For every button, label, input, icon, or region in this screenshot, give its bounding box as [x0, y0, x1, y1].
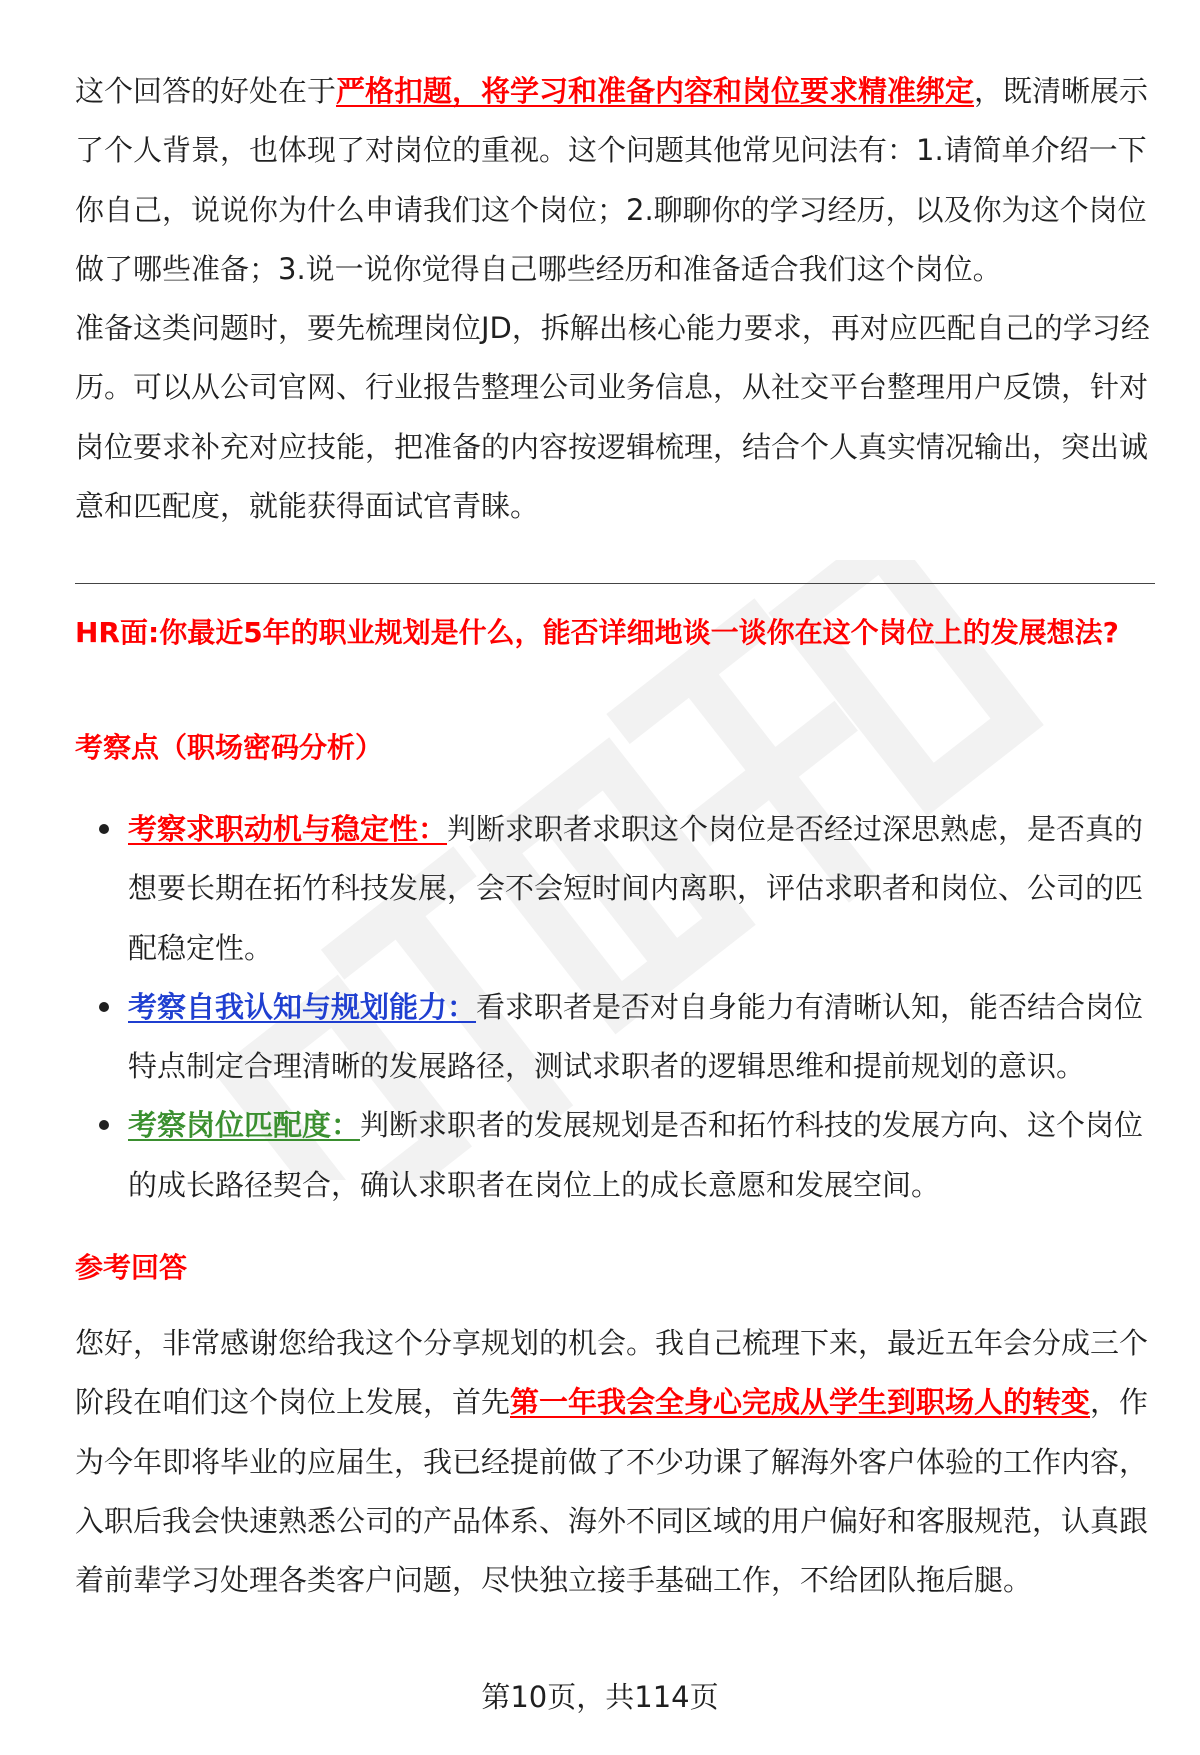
- intro-highlight: 严格扣题，将学习和准备内容和岗位要求精准绑定: [336, 74, 975, 108]
- reference-paragraph: [75, 1314, 1155, 1610]
- page-number: 第10页，共114页: [481, 1680, 719, 1714]
- bullet-text: 看求职者是否对自身能力有清晰认知，能否结合岗位特点制定合理清晰的发展路径，测试求职者的逻辑思维和提前规划的意识。: [128, 989, 1144, 1084]
- list-item: [75, 978, 1155, 1097]
- list-item: [75, 800, 1155, 978]
- bullet-dot-icon: [99, 1002, 109, 1012]
- bullet-dot-icon: [99, 824, 109, 834]
- reference-text-start: 您好，非常感谢您给我这个分享规划的机会。我自己梳理下来，最近五年会分成三个阶段在咱们这个岗位上发展，首先: [75, 1326, 1149, 1420]
- bullet-text: 判断求职者的发展规划是否和拓竹科技的发展方向、这个岗位的成长路径契合，确认求职者在岗位上的成长意愿和发展空间。: [128, 1108, 1144, 1202]
- intro-section: [75, 62, 1155, 536]
- reference-answer: [75, 1314, 1155, 1610]
- bullet-text: 判断求职者求职这个岗位是否经过深思熟虑，是否真的想要长期在拓竹科技发展，会不会短时间内离职，评估求职者和岗位、公司的匹配稳定性。: [128, 812, 1144, 965]
- analysis-title: 考察点（职场密码分析）: [75, 731, 384, 764]
- bullet-label: 考察求职动机与稳定性：: [128, 812, 448, 846]
- bullet-label: 考察自我认知与规划能力：: [128, 989, 477, 1024]
- intro-text-rest: ，既清晰展示了个人背景，也体现了对岗位的重视。这个问题其他常见问法有：1.请简单介绍一下你自己，说说你为什么申请我们这个岗位；2.聊聊你的学习经历，以及你为这个岗位做了哪些准备；3.说一说你觉得自己哪些经历和准备适合我们这个岗位。: [75, 74, 1149, 286]
- section-divider: [75, 583, 1155, 584]
- list-item: [75, 1096, 1155, 1215]
- intro-paragraph: [75, 62, 1155, 299]
- interview-question: HR面:你最近5年的职业规划是什么，能否详细地谈一谈你在这个岗位上的发展想法?: [75, 616, 1119, 649]
- intro-text-start: 这个回答的好处在于: [75, 74, 337, 108]
- reference-title: 参考回答: [75, 1251, 188, 1284]
- bullet-label: 考察岗位匹配度：: [128, 1108, 361, 1143]
- analysis-list: [75, 800, 1155, 1215]
- reference-highlight: 第一年我会全身心完成从学生到职场人的转变: [510, 1385, 1091, 1420]
- reference-text-rest: ，作为今年即将毕业的应届生，我已经提前做了不少功课了解海外客户体验的工作内容，入职后我会快速熟悉公司的产品体系、海外不同区域的用户偏好和客服规范，认真跟着前辈学习处理各类客户问题，尽快独立接手基础工作，不给团队拖后腿。: [75, 1385, 1149, 1598]
- bullet-dot-icon: [99, 1120, 109, 1130]
- preparation-paragraph: 准备这类问题时，要先梳理岗位JD，拆解出核心能力要求，再对应匹配自己的学习经历。可以从公司官网、行业报告整理公司业务信息，从社交平台整理用户反馈，针对岗位要求补充对应技能，把准备的内容按逻辑梳理，结合个人真实情况输出，突出诚意和匹配度，就能获得面试官青睐。: [75, 311, 1150, 524]
